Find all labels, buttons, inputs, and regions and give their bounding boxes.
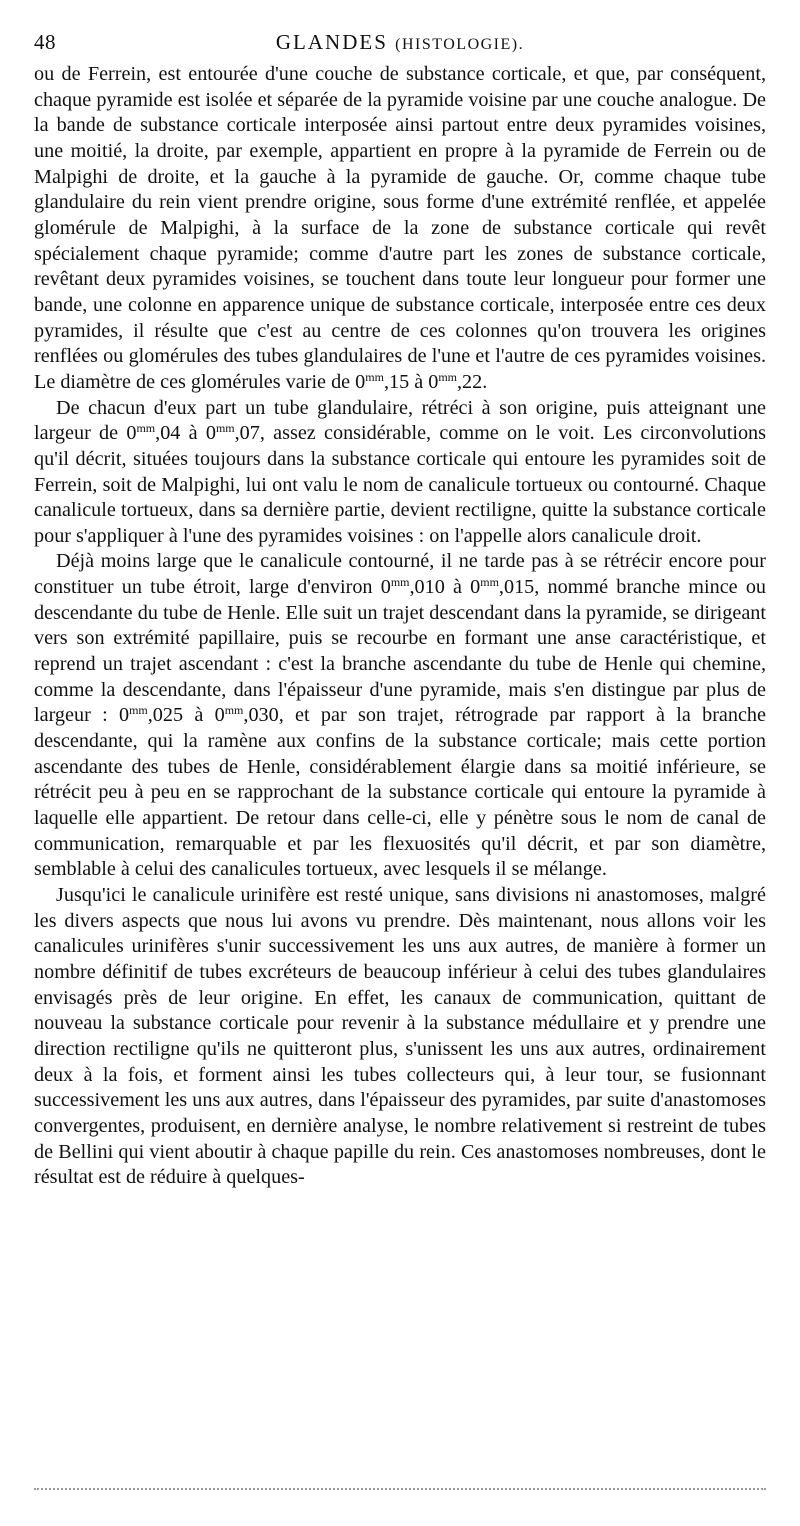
text-run: ,15 à 0 bbox=[383, 370, 439, 393]
paragraph-4: Jusqu'ici le canalicule urinifère est resté unique, sans divisions ni anastomoses, malgré les divers aspects que nous lui avons vu prendre. Dès maintenant, nous allons voir les canalicules urinifères s'unir successivement les uns aux autres, de manière à former un nombre définitif de tubes excréteurs de beaucoup inférieur à celui des tubes glandulaires envisagés près de leur origine. En effet, les canaux de communication, quittant de nouveau la substance corticale pour revenir à la substance médullaire et y prendre une direction rectiligne qu'ils ne quitteront plus, s'unissent les uns aux autres, ordinairement deux à la fois, et forment ainsi les tubes collecteurs qui, à leur tour, se fusionnant successivement les uns aux autres, dans l'épaisseur des pyramides, par suite d'anastomoses convergentes, produisent, en dernière analyse, le nombre relativement si restreint de tubes de Bellini qui vient aboutir à chaque papille du rein. Ces anastomoses nombreuses, dont le résultat est de réduire à quelques- bbox=[34, 884, 766, 1189]
page-number: 48 bbox=[34, 30, 56, 54]
unit-superscript: mm bbox=[129, 703, 148, 718]
text-run: ,04 à 0 bbox=[155, 422, 216, 445]
footer-rule bbox=[34, 1488, 766, 1490]
text-run: De chacun d'eux part un tube glandulaire, rétréci à son origine, puis atteignant une largeur de 0 bbox=[34, 396, 766, 445]
text-run: ,015, nommé branche mince ou descendante du tube de Henle. Elle suit un trajet descendant dans la pyramide, se dirigeant vers son extrémité papillaire, puis se recourbe en formant une anse caractéristique, et reprend un trajet ascendant : c'est la branche ascendante du tube de Henle qui chemine, comme la descendante, dans l'épaisseur d'une pyramide, mais s'en distingue par plus de largeur : 0 bbox=[34, 576, 767, 727]
unit-superscript: mm bbox=[365, 369, 384, 384]
unit-superscript: mm bbox=[215, 421, 235, 436]
unit-superscript: mm bbox=[390, 575, 410, 590]
body-text bbox=[34, 62, 766, 1191]
unit-superscript: mm bbox=[438, 369, 457, 384]
running-head bbox=[34, 30, 766, 55]
text-run: Déjà moins large que le canalicule contourné, il ne tarde pas à se rétrécir encore pour constituer un tube étroit, large d'environ 0 bbox=[34, 550, 766, 599]
text-run: ,010 à 0 bbox=[409, 576, 481, 599]
paragraph-3 bbox=[34, 549, 766, 883]
running-subtitle: (HISTOLOGIE). bbox=[395, 36, 525, 53]
paragraph-1 bbox=[34, 62, 766, 396]
unit-superscript: mm bbox=[480, 575, 499, 590]
text-run: ,07, assez considérable, comme on le voit. Les circonvolutions qu'il décrit, situées toujours dans la substance corticale qui entoure les pyramides soit de Ferrein, soit de Malpighi, lui ont valu le nom de canalicule tortueux ou contourné. Chaque canalicule tortueux, dans sa dernière partie, devient rectiligne, quitte la substance corticale pour s'appliquer à l'une des pyramides voisines : on l'appelle alors canalicule droit. bbox=[34, 422, 766, 547]
text-run: ,22. bbox=[457, 370, 488, 393]
text-run: ,030, et par son trajet, rétrograde par rapport à la branche descendante, qui la ramène aux confins de la substance corticale; mais cette portion ascendante des tubes de Henle, considérablement élargie dans sa moitié inférieure, se rétrécit peu à peu en se rapprochant de la substance corticale qui entoure la pyramide à laquelle elle appartient. De retour dans celle-ci, elle y pénètre sous le nom de canal de communication, remarquable et par les flexuosités qu'il décrit, et par son diamètre, semblable à celui des canalicules tortueux, avec lesquels il se mélange. bbox=[34, 704, 766, 881]
text-run: ,025 à 0 bbox=[147, 704, 225, 727]
running-title: GLANDES bbox=[275, 30, 388, 54]
paragraph-2 bbox=[34, 396, 766, 550]
unit-superscript: mm bbox=[224, 703, 244, 718]
unit-superscript: mm bbox=[136, 421, 156, 436]
page-header bbox=[34, 22, 766, 56]
text-run: ou de Ferrein, est entourée d'une couche de substance corticale, et que, par conséquent, chaque pyramide est isolée et séparée de la pyramide voisine par une couche analogue. De la bande de substance corticale interposée ainsi partout entre deux pyramides voisines, une moitié, la droite, par exemple, appartient en propre à la pyramide de Ferrein ou de Malpighi de droite, et la gauche à la pyramide de gauche. Or, comme chaque tube glandulaire du rein vient prendre origine, sous forme d'une extrémité renflée, et appelée glomérule de Malpighi, à la surface de la zone de substance corticale qui revêt spécialement chaque pyramide; comme d'autre part les zones de substance corticale, revêtant deux pyramides voisines, se touchent dans toute leur longueur pour former une bande, une colonne en apparence unique de substance corticale, interposée entre ces deux pyramides, il résulte que c'est au centre de ces colonnes qu'on trouvera les origines renflées ou glomérules des tubes glandulaires de l'une et l'autre de ces pyramides voisines. Le diamètre de ces glomérules varie de 0 bbox=[34, 63, 766, 393]
